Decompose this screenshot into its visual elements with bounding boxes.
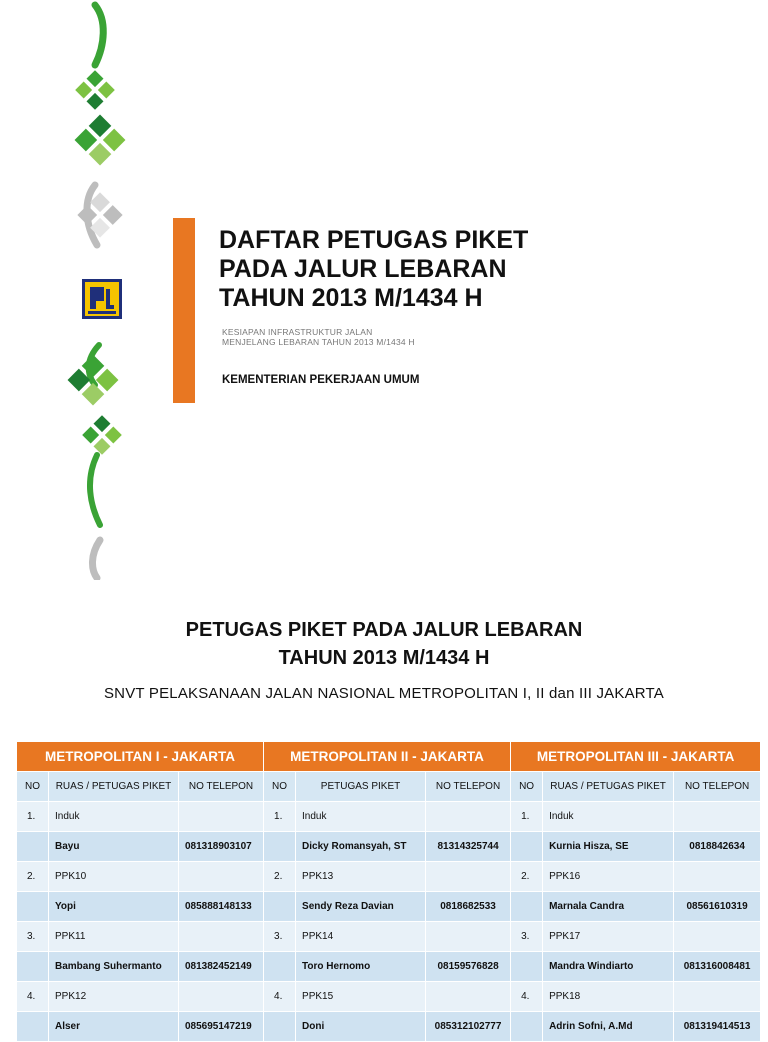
row-number-cell <box>17 832 49 862</box>
table-row <box>17 1012 761 1042</box>
row-number-cell: 2. <box>511 862 543 892</box>
subtitle <box>222 327 415 347</box>
main-title-line: DAFTAR PETUGAS PIKET <box>219 226 529 254</box>
phone-cell: 081319414513 <box>674 1012 761 1042</box>
row-number-cell <box>17 952 49 982</box>
row-number-cell: 2. <box>17 862 49 892</box>
table-row <box>17 892 761 922</box>
phone-cell <box>179 982 264 1012</box>
group-header: METROPOLITAN II - JAKARTA <box>264 742 511 772</box>
column-header: NO <box>264 772 296 802</box>
phone-cell: 08159576828 <box>426 952 511 982</box>
roster-body <box>17 802 761 1042</box>
officer-cell: Dicky Romansyah, ST <box>296 832 426 862</box>
main-title-line: TAHUN 2013 M/1434 H <box>219 284 483 312</box>
roster-table-container <box>16 741 760 1042</box>
row-number-cell: 2. <box>264 862 296 892</box>
officer-cell: Induk <box>543 802 674 832</box>
accent-bar <box>173 218 195 403</box>
row-number-cell: 4. <box>264 982 296 1012</box>
subtitle-line: MENJELANG LEBARAN TAHUN 2013 M/1434 H <box>222 337 415 347</box>
officer-cell: PPK15 <box>296 982 426 1012</box>
officer-cell: Yopi <box>49 892 179 922</box>
group-header-row <box>17 742 761 772</box>
roster-title-line: PETUGAS PIKET PADA JALUR LEBARAN <box>185 619 583 641</box>
officer-cell: Alser <box>49 1012 179 1042</box>
officer-cell: Bambang Suhermanto <box>49 952 179 982</box>
phone-cell <box>179 922 264 952</box>
phone-cell: 081382452149 <box>179 952 264 982</box>
officer-cell: PPK10 <box>49 862 179 892</box>
row-number-cell <box>511 952 543 982</box>
officer-cell: Toro Hernomo <box>296 952 426 982</box>
phone-cell <box>674 862 761 892</box>
phone-cell <box>674 982 761 1012</box>
row-number-cell: 3. <box>17 922 49 952</box>
ministry-name: KEMENTERIAN PEKERJAAN UMUM <box>222 374 420 386</box>
phone-cell: 085695147219 <box>179 1012 264 1042</box>
table-row <box>17 952 761 982</box>
officer-cell: PPK12 <box>49 982 179 1012</box>
phone-cell: 085888148133 <box>179 892 264 922</box>
group-header: METROPOLITAN III - JAKARTA <box>511 742 761 772</box>
column-header: NO TELEPON <box>179 772 264 802</box>
table-row <box>17 922 761 952</box>
table-row <box>17 862 761 892</box>
column-header: PETUGAS PIKET <box>296 772 426 802</box>
group-header: METROPOLITAN I - JAKARTA <box>17 742 264 772</box>
row-number-cell <box>264 892 296 922</box>
phone-cell: 085312102777 <box>426 1012 511 1042</box>
officer-cell: Marnala Candra <box>543 892 674 922</box>
column-header: NO TELEPON <box>426 772 511 802</box>
phone-cell: 08561610319 <box>674 892 761 922</box>
row-number-cell <box>264 952 296 982</box>
phone-cell: 0818682533 <box>426 892 511 922</box>
row-number-cell <box>17 892 49 922</box>
officer-cell: Doni <box>296 1012 426 1042</box>
row-number-cell <box>511 832 543 862</box>
officer-cell: Kurnia Hisza, SE <box>543 832 674 862</box>
officer-cell: PPK13 <box>296 862 426 892</box>
phone-cell: 0818842634 <box>674 832 761 862</box>
phone-cell <box>674 922 761 952</box>
row-number-cell: 3. <box>511 922 543 952</box>
row-number-cell: 4. <box>511 982 543 1012</box>
column-header-row <box>17 772 761 802</box>
phone-cell <box>426 922 511 952</box>
phone-cell: 081316008481 <box>674 952 761 982</box>
officer-cell: Induk <box>49 802 179 832</box>
row-number-cell: 1. <box>264 802 296 832</box>
officer-cell: Bayu <box>49 832 179 862</box>
phone-cell <box>426 862 511 892</box>
main-title <box>219 226 739 313</box>
phone-cell <box>426 802 511 832</box>
duty-roster-slide <box>0 582 768 1032</box>
phone-cell <box>179 802 264 832</box>
officer-cell: Mandra Windiarto <box>543 952 674 982</box>
officer-cell: Sendy Reza Davian <box>296 892 426 922</box>
roster-subtitle: SNVT PELAKSANAAN JALAN NASIONAL METROPOLITAN I, II dan III JAKARTA <box>103 685 665 702</box>
column-header: RUAS / PETUGAS PIKET <box>543 772 674 802</box>
pu-logo-icon <box>82 279 122 319</box>
row-number-cell: 3. <box>264 922 296 952</box>
row-number-cell <box>264 832 296 862</box>
column-header: NO <box>17 772 49 802</box>
officer-cell: PPK14 <box>296 922 426 952</box>
row-number-cell: 1. <box>17 802 49 832</box>
phone-cell <box>426 982 511 1012</box>
officer-cell: PPK16 <box>543 862 674 892</box>
column-header: RUAS / PETUGAS PIKET <box>49 772 179 802</box>
phone-cell: 081318903107 <box>179 832 264 862</box>
row-number-cell: 1. <box>511 802 543 832</box>
main-title-line: PADA JALUR LEBARAN <box>219 255 507 283</box>
officer-cell: Adrin Sofni, A.Md <box>543 1012 674 1042</box>
roster-title-line: TAHUN 2013 M/1434 H <box>278 647 490 669</box>
subtitle-line: KESIAPAN INFRASTRUKTUR JALAN <box>222 327 373 337</box>
row-number-cell <box>511 1012 543 1042</box>
row-number-cell <box>511 892 543 922</box>
row-number-cell <box>17 1012 49 1042</box>
table-row <box>17 982 761 1012</box>
officer-cell: PPK18 <box>543 982 674 1012</box>
column-header: NO TELEPON <box>674 772 761 802</box>
phone-cell: 81314325744 <box>426 832 511 862</box>
officer-cell: PPK11 <box>49 922 179 952</box>
roster-title <box>0 616 768 672</box>
roster-table <box>16 741 761 1042</box>
table-row <box>17 802 761 832</box>
phone-cell <box>674 802 761 832</box>
phone-cell <box>179 862 264 892</box>
row-number-cell <box>264 1012 296 1042</box>
officer-cell: Induk <box>296 802 426 832</box>
row-number-cell: 4. <box>17 982 49 1012</box>
officer-cell: PPK17 <box>543 922 674 952</box>
table-row <box>17 832 761 862</box>
column-header: NO <box>511 772 543 802</box>
